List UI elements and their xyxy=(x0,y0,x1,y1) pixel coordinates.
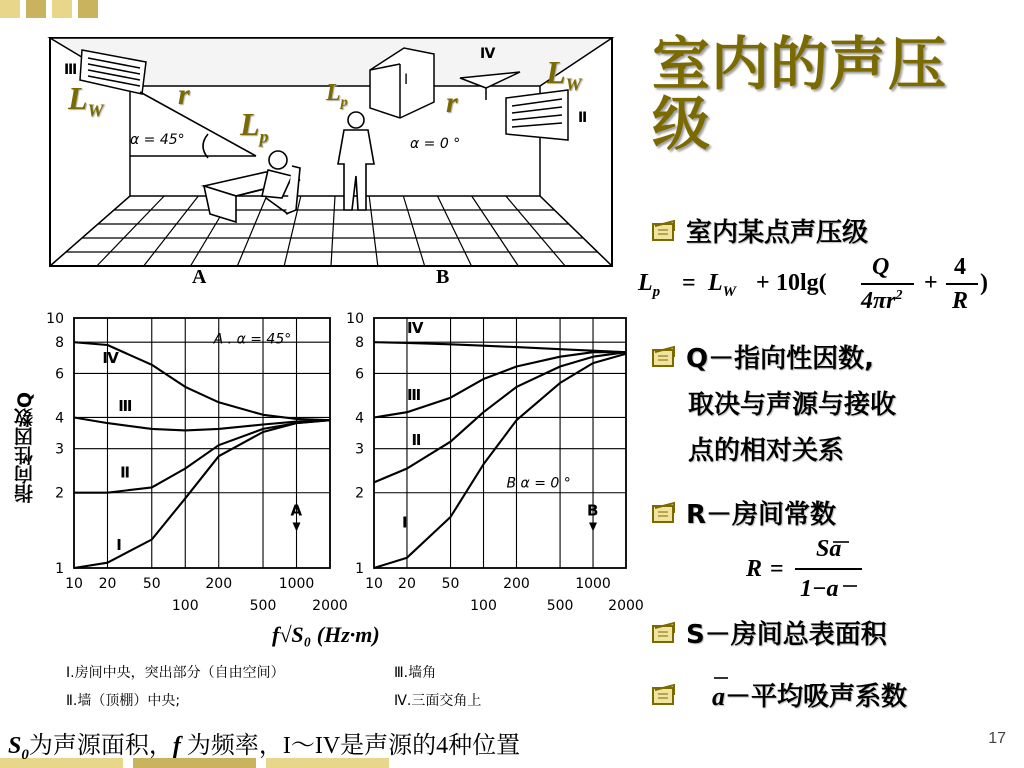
graph-y-axis-label: 指向性因数Q xyxy=(14,392,36,504)
room-floor-grid xyxy=(50,196,612,266)
formula-lp-equals: = xyxy=(682,270,696,296)
graph-x-tick-label: 2000 xyxy=(312,598,348,614)
angle-label-45: α = 45° xyxy=(130,132,185,148)
graph-y-tick-label: 4 xyxy=(355,410,364,427)
graph-curve-label: Ⅲ xyxy=(406,385,422,404)
sound-path-lines xyxy=(130,92,256,158)
graph-curve-label: Ⅲ xyxy=(118,396,133,415)
legend-item-2: Ⅱ.墙（顶棚）中央; xyxy=(66,693,181,709)
graph-y-tick-label: 2 xyxy=(55,485,64,502)
bullet-text-1: 室内某点声压级 xyxy=(686,218,869,248)
graph-x-tick-label: 50 xyxy=(142,576,161,592)
floor-grid-line xyxy=(403,196,424,266)
graph-x-tick-label: 100 xyxy=(171,598,199,614)
formula-lp-lhs: $L_p$ xyxy=(638,270,661,300)
floor-grid-line xyxy=(331,196,335,266)
formula-lp-coef: 10lg( xyxy=(776,270,827,296)
position-label-2: Ⅱ xyxy=(578,110,588,126)
graph-x-tick-label: 20 xyxy=(398,576,416,592)
graph-y-tick-label: 2 xyxy=(355,485,364,502)
formula-lp-plus2: + xyxy=(924,270,938,296)
lw-right-main: L xyxy=(546,54,566,90)
bullet-text-2-line-1: Q－指向性因数, xyxy=(686,344,874,374)
floor-grid-line xyxy=(97,196,164,266)
formula-r-den: 1−a xyxy=(800,576,839,602)
room-label-lw-left xyxy=(68,80,104,121)
graph-x-tick-label: 1000 xyxy=(575,576,611,592)
caption-text-1: 为声源面积， xyxy=(28,733,173,759)
lp-right-sub: p xyxy=(340,94,348,110)
bullet-icon xyxy=(650,500,678,526)
listener-a-person xyxy=(262,151,300,214)
graph-y-tick-label: 8 xyxy=(55,335,64,352)
floor-grid-line xyxy=(144,196,199,266)
graph-curve-label: Ⅰ xyxy=(401,513,408,532)
bullet-absorption-coefficient xyxy=(650,676,907,713)
graph-curve-1 xyxy=(74,420,330,568)
lp-left-main: L xyxy=(240,106,260,142)
formula-r-num: Sa xyxy=(816,536,842,562)
floor-grid-line xyxy=(369,196,378,266)
graph-x-tick-label: 500 xyxy=(546,598,574,614)
lw-left-sub: W xyxy=(87,100,104,121)
graph-curve-4 xyxy=(374,342,626,352)
graph-x-tick-label: 2000 xyxy=(608,598,644,614)
graph-x-tick-label: 20 xyxy=(98,576,117,592)
graph-curve-label: Ⅱ xyxy=(120,463,131,482)
graph-curve-2 xyxy=(74,420,330,493)
bullet-text-2-line-2: 取决与声源与接收 xyxy=(688,390,897,420)
graph-curve-label: Ⅱ xyxy=(411,431,422,450)
room-label-lp-right xyxy=(326,80,348,111)
graph-y-tick-label: 3 xyxy=(355,441,364,458)
formula-lp-close: ) xyxy=(980,270,988,296)
legend-item-1: Ⅰ.房间中央，突出部分（自由空间） xyxy=(66,665,285,681)
graph-x-tick-label: 10 xyxy=(365,576,383,592)
lw-left-main: L xyxy=(68,80,88,116)
bullet-room-constant xyxy=(650,494,836,531)
graph-marker-b-arrow xyxy=(589,523,597,532)
graph-x-tick-label: 1000 xyxy=(278,576,315,592)
slide-title: 室内的声压级 xyxy=(652,30,948,158)
graphs-group xyxy=(46,311,644,614)
graph-marker-a-arrow xyxy=(293,523,301,532)
floor-grid-line xyxy=(50,196,130,266)
graph-x-tick-label: 200 xyxy=(503,576,530,592)
legend-item-4: Ⅳ.三面交角上 xyxy=(394,693,482,709)
graph-x-tick-label: 200 xyxy=(205,576,233,592)
graph-panel-b xyxy=(346,311,644,614)
formula-r-equals: = xyxy=(770,556,784,582)
bullet-icon xyxy=(650,682,678,708)
room-label-r-left: r xyxy=(178,78,190,111)
legend-item-3: Ⅲ.墙角 xyxy=(394,665,437,681)
floor-grid-line xyxy=(540,196,612,266)
position-label-1: I xyxy=(404,72,409,88)
formula-lp-den1: $4\pi r^2$ xyxy=(861,288,903,314)
lw-right-sub: W xyxy=(565,74,582,95)
bullet-5-symbol: a xyxy=(712,682,725,711)
formula-lp-plus1: + xyxy=(756,270,770,296)
graph-marker-a: A xyxy=(290,501,303,520)
bullet-directivity-factor xyxy=(650,336,896,474)
graph-curve-label: Ⅰ xyxy=(116,536,122,555)
bullet-total-surface xyxy=(650,614,887,651)
graph-y-tick-label: 8 xyxy=(355,335,364,352)
graph-panel-a xyxy=(46,311,348,614)
bullet-icon xyxy=(650,339,678,365)
floor-grid-line xyxy=(237,196,266,266)
position-label-4: Ⅳ xyxy=(480,46,496,62)
formula-lp-num1: Q xyxy=(872,254,890,280)
lp-right-main: L xyxy=(326,80,341,106)
graph-note-a: A . α = 45° xyxy=(213,331,292,348)
bullet-icon xyxy=(650,218,678,244)
bullet-sound-pressure-level xyxy=(650,212,868,249)
lp-left-sub: p xyxy=(259,126,269,147)
graph-curve-label: Ⅳ xyxy=(406,319,424,338)
graph-y-tick-label: 6 xyxy=(55,366,64,383)
formula-lp-lw: $L_W$ xyxy=(708,270,737,300)
graph-curve-3 xyxy=(374,352,626,417)
formula-lp xyxy=(638,254,1018,324)
graph-y-tick-label: 10 xyxy=(346,311,364,327)
graph-marker-b: B xyxy=(587,501,599,520)
graph-note-b: B α = 0 ° xyxy=(506,475,571,492)
graph-y-tick-label: 10 xyxy=(46,311,64,327)
graph-x-tick-label: 500 xyxy=(249,598,277,614)
bullet-icon xyxy=(650,620,678,646)
floor-grid-line xyxy=(506,196,565,266)
bullet-text-5: －平均吸声系数 xyxy=(725,682,908,712)
graph-x-axis-label: f√S₀ (Hz·m) xyxy=(272,622,380,647)
formula-r xyxy=(746,536,886,606)
floor-grid-line xyxy=(472,196,519,266)
room-label-lp-left xyxy=(240,106,269,147)
graph-x-tick-label: 50 xyxy=(441,576,460,592)
bullet-text-4: S－房间总表面积 xyxy=(686,620,887,650)
position-label-3: Ⅲ xyxy=(64,62,78,78)
formula-lp-den2: R xyxy=(952,288,969,314)
room-label-r-right: r xyxy=(446,86,458,119)
bullet-text-3: R－房间常数 xyxy=(686,500,837,530)
speaker-position-2 xyxy=(506,90,568,140)
caption-f: f xyxy=(172,733,181,759)
angle-label-0: α = 0 ° xyxy=(410,136,461,152)
room-caption-b: B xyxy=(436,266,450,288)
caption-s-sub: 0 xyxy=(21,746,29,763)
graph-y-tick-label: 1 xyxy=(55,561,64,577)
graph-y-tick-label: 3 xyxy=(55,441,64,458)
floor-grid-line xyxy=(438,196,472,266)
graph-x-tick-label: 100 xyxy=(470,598,497,614)
formula-lp-num2: 4 xyxy=(954,254,966,280)
caption-s: S xyxy=(8,733,22,759)
graph-y-tick-label: 6 xyxy=(355,366,364,383)
bottom-caption xyxy=(8,725,520,764)
graph-y-tick-label: 1 xyxy=(355,561,364,577)
caption-text-2: 为频率，I～IV是声源的4种位置 xyxy=(180,733,521,759)
bullet-text-2-line-3: 点的相对关系 xyxy=(688,436,845,466)
room-caption-a: A xyxy=(192,266,207,288)
formula-r-lhs: R xyxy=(746,556,763,582)
graph-x-tick-label: 10 xyxy=(65,576,83,592)
room-label-lw-right xyxy=(546,54,582,95)
page-number: 17 xyxy=(988,730,1006,747)
graph-y-tick-label: 4 xyxy=(55,410,64,427)
graph-curve-label: Ⅳ xyxy=(102,349,119,368)
